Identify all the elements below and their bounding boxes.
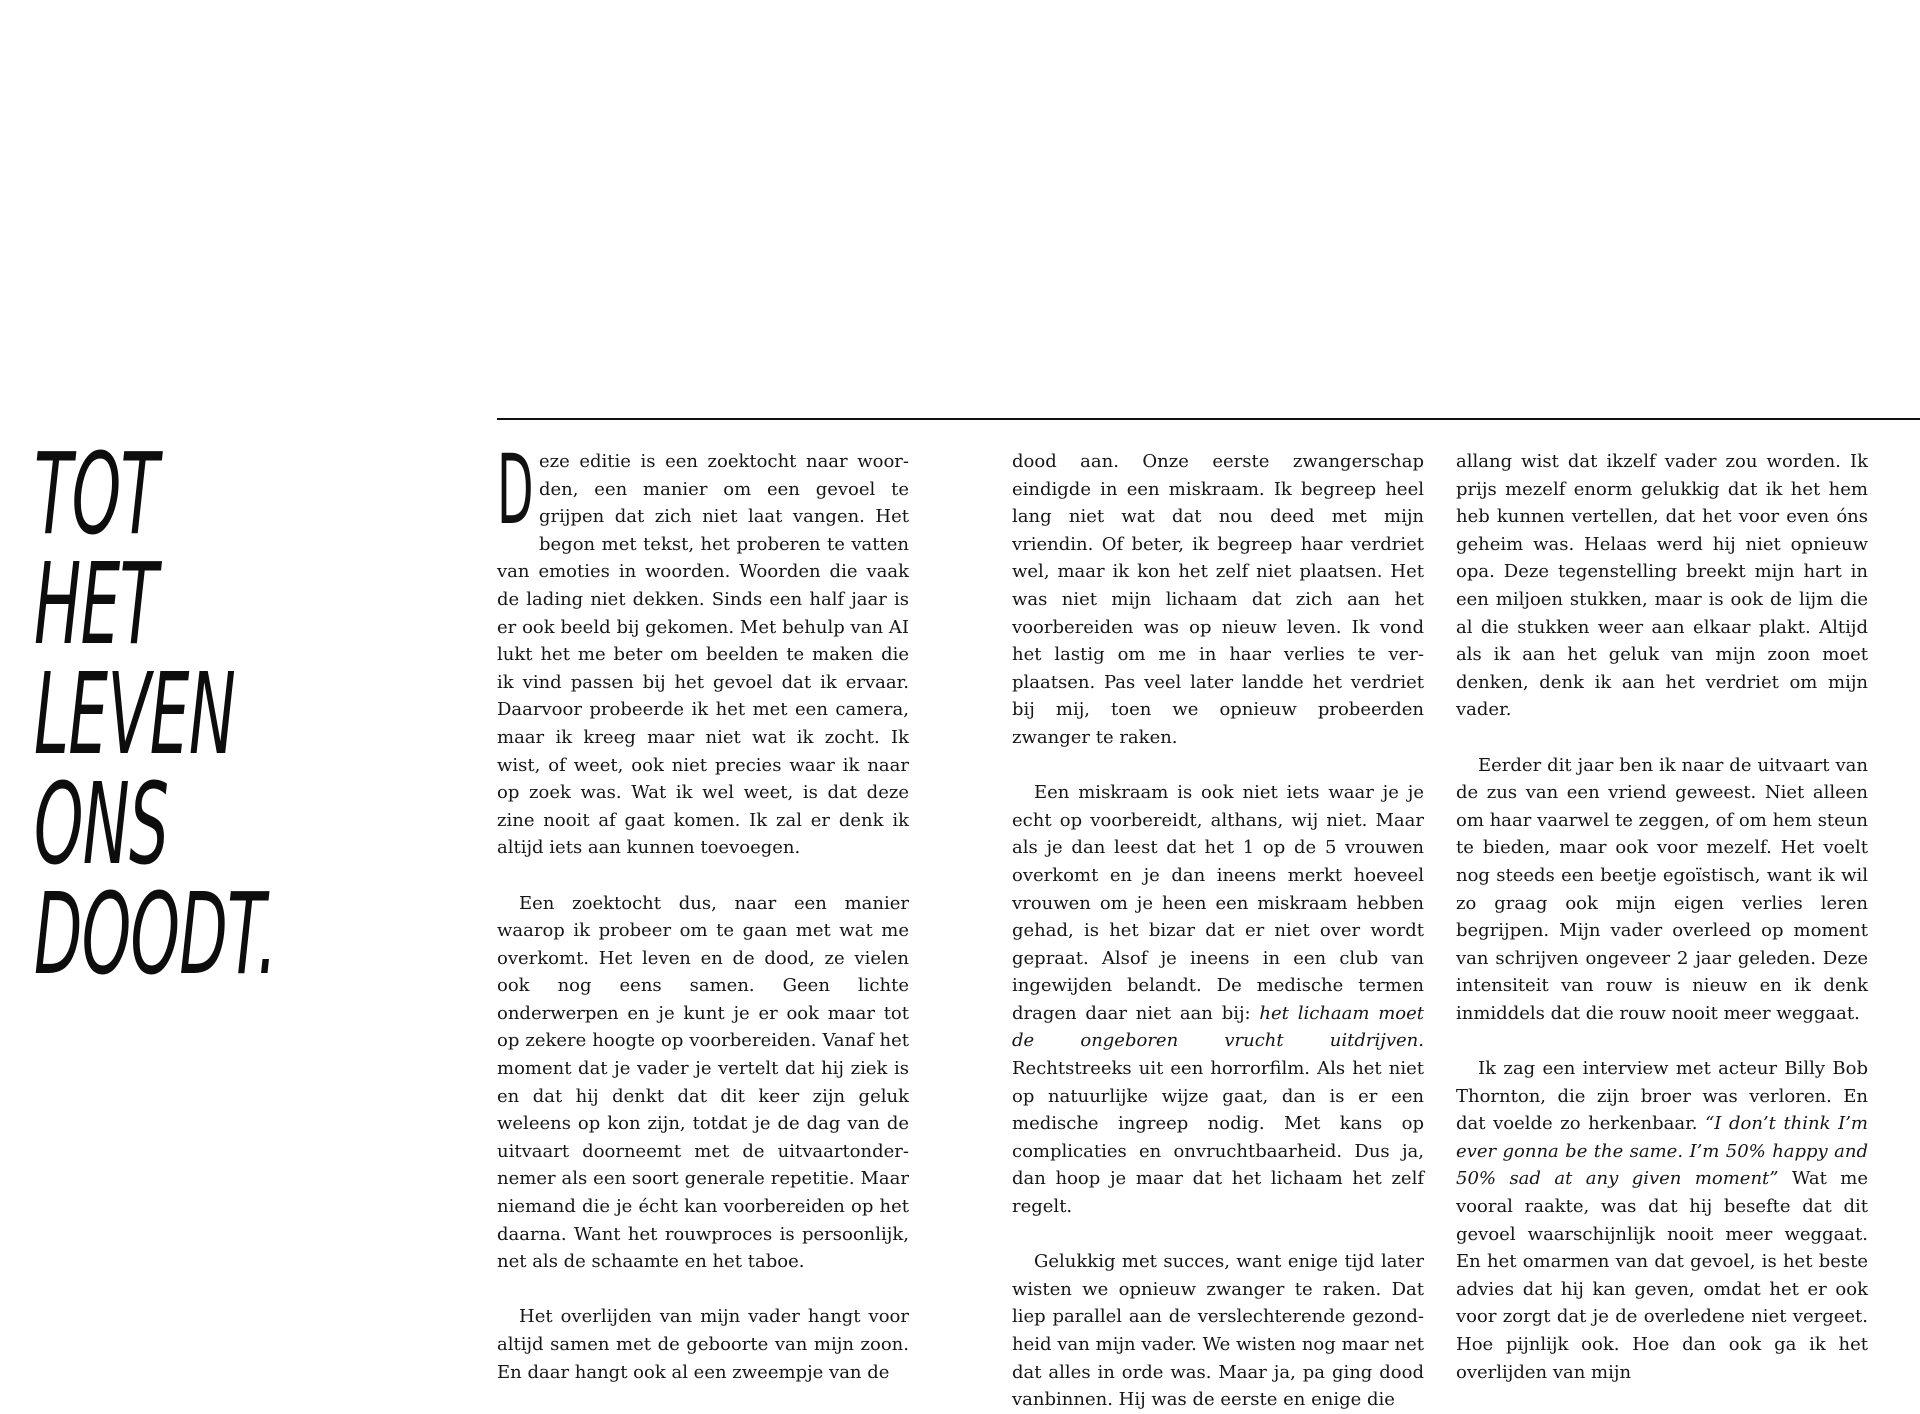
drop-cap: D <box>497 434 534 546</box>
page-title <box>34 430 277 1000</box>
paragraph: Een zoektocht dus, naar een manier waarop ik probeer om te gaan met wat me overkomt. Het leven en de dood, ze vielen ook nog eens samen. Geen lichte onderwerpen en je kunt je er ook maar tot op zekere hoogte op voorbereiden. Vanaf het moment dat je vader je vertelt dat hij ziek is en dat hij denkt dat dit keer zijn geluk weleens op kon zijn, totdat je de dag van de uitvaart doorneemt met de uitvaartondernemer als een soort generale repetitie. Maar niemand die je écht kan voorbereiden op het daarna. Want het rouwproces is persoonlijk, net als de schaamte en het taboe. <box>497 892 909 1273</box>
paragraph-text: Ik zag een interview met acteur Billy Bob Thornton, die zijn broer was verloren. En dat voelde zo herkenbaar. <box>1456 1058 1868 1135</box>
article-column-3 <box>1456 448 1868 1386</box>
paragraph-text: Rechtstreeks uit een horrorfilm. Als het niet op natuurlijke wijze gaat, dan is er een medische ingreep nodig. Met kans op complicaties en onvruchtbaarheid. Dus ja, dan hoop je maar dat het lichaam het zelf regelt. <box>1012 1058 1424 1218</box>
article-column-2 <box>1012 448 1424 1414</box>
paragraph: Gelukkig met succes, want enige tijd later wisten we opnieuw zwanger te raken. Dat liep parallel aan de verslechterende gezondheid van mijn vader. We wisten nog maar net dat alles in orde was. Maar ja, pa ging dood vanbinnen. Hij was de eerste en enige die <box>1012 1251 1424 1411</box>
title-line-5: DOODT. <box>34 870 277 1000</box>
paragraph-text: Wat me vooral raakte, was dat hij besefte dat dit gevoel waarschijnlijk nooit meer weggaat. En het omarmen van dat gevoel, is het beste advies dat hij kan geven, omdat het er ook voor zorgt dat je de overledene niet vergeet. Hoe pijnlijk ook. Hoe dan ook ga ik het overlijden van mijn <box>1456 1168 1868 1383</box>
paragraph: allang wist dat ikzelf vader zou worden. Ik prijs mezelf enorm gelukkig dat ik het hem heb kunnen vertellen, dat het voor even óns geheim was. Helaas werd hij niet opnieuw opa. Deze tegenstelling breekt mijn hart in een miljoen stukken, maar is ook de lijm die al die stukken weer aan elkaar plakt. Altijd als ik aan het geluk van mijn zoon moet denken, denk ik aan het verdriet om mijn vader. <box>1456 451 1868 721</box>
article-column-1 <box>497 434 909 1386</box>
title-line-4: ONS <box>34 760 169 890</box>
paragraph <box>1456 1055 1868 1386</box>
title-line-3: LEVEN <box>34 650 236 780</box>
italic-text: het lichaam moet de ongeboren vrucht uitdrijven. <box>1012 1002 1425 1052</box>
paragraph-text: eze editie is een zoektocht naar woorden, een manier om een gevoel te grijpen dat zich niet laat vangen. Het begon met tekst, het proberen te vatten van emoties in woorden. Woorden die vaak de lading niet dekken. Sinds een half jaar is er ook beeld bij gekomen. Met behulp van AI lukt het me beter om beelden te maken die ik vind passen bij het gevoel dat ik ervaar. Daarvoor probeerde ik het met een camera, maar ik kreeg maar niet wat ik zocht. Ik wist, of weet, ook niet precies waar ik naar op zoek was. Wat ik wel weet, is dat deze zine nooit af gaat komen. Ik zal er denk ik altijd iets aan kunnen toevoegen. <box>497 451 909 859</box>
title-line-2: HET <box>34 540 158 670</box>
paragraph: Eerder dit jaar ben ik naar de uitvaart van de zus van een vriend geweest. Niet alleen om haar vaarwel te zeggen, of om hem steun te bieden, maar ook voor mezelf. Het voelt nog steeds een beetje egoïstisch, want ik wil zo graag ook mijn eigen verlies leren begrijpen. Mijn vader overleed op moment van schrijven ongeveer 2 jaar geleden. Deze intensiteit van rouw is nieuw en ik denk inmiddels dat die rouw nooit meer weggaat. <box>1456 754 1868 1024</box>
title-line-1: TOT <box>34 430 159 560</box>
italic-quote: “I don’t think I’m ever gonna be the same. I’m 50% happy and 50% sad at any given moment” <box>1456 1113 1869 1190</box>
horizontal-rule <box>497 418 1920 420</box>
paragraph: dood aan. Onze eerste zwangerschap eindigde in een miskraam. Ik begreep heel lang niet wat dat nou deed met mijn vriendin. Of beter, ik begreep haar verdriet wel, maar ik kon het zelf niet plaatsen. Het was niet mijn lichaam dat zich aan het voorbereiden was op nieuw leven. Ik vond het lastig om me in haar verlies te verplaatsen. Pas veel later landde het verdriet bij mij, toen we opnieuw probeerden zwanger te raken. <box>1012 451 1424 748</box>
paragraph: Het overlijden van mijn vader hangt voor altijd samen met de geboorte van mijn zoon. En daar hangt ook al een zweempje van de <box>497 1306 909 1383</box>
paragraph <box>1012 779 1424 1221</box>
paragraph-text: Een miskraam is ook niet iets waar je je echt op voorbereidt, althans, wij niet. Maar als je dan leest dat het 1 op de 5 vrouwen overkomt en je dan ineens merkt hoeveel vrouwen om je heen een miskraam hebben gehad, is het bizar dat er niet over wordt gepraat. Alsof je ineens in een club van ingewijden belandt. De medische termen dragen daar niet aan bij: <box>1012 782 1424 1024</box>
paragraph <box>497 434 909 862</box>
